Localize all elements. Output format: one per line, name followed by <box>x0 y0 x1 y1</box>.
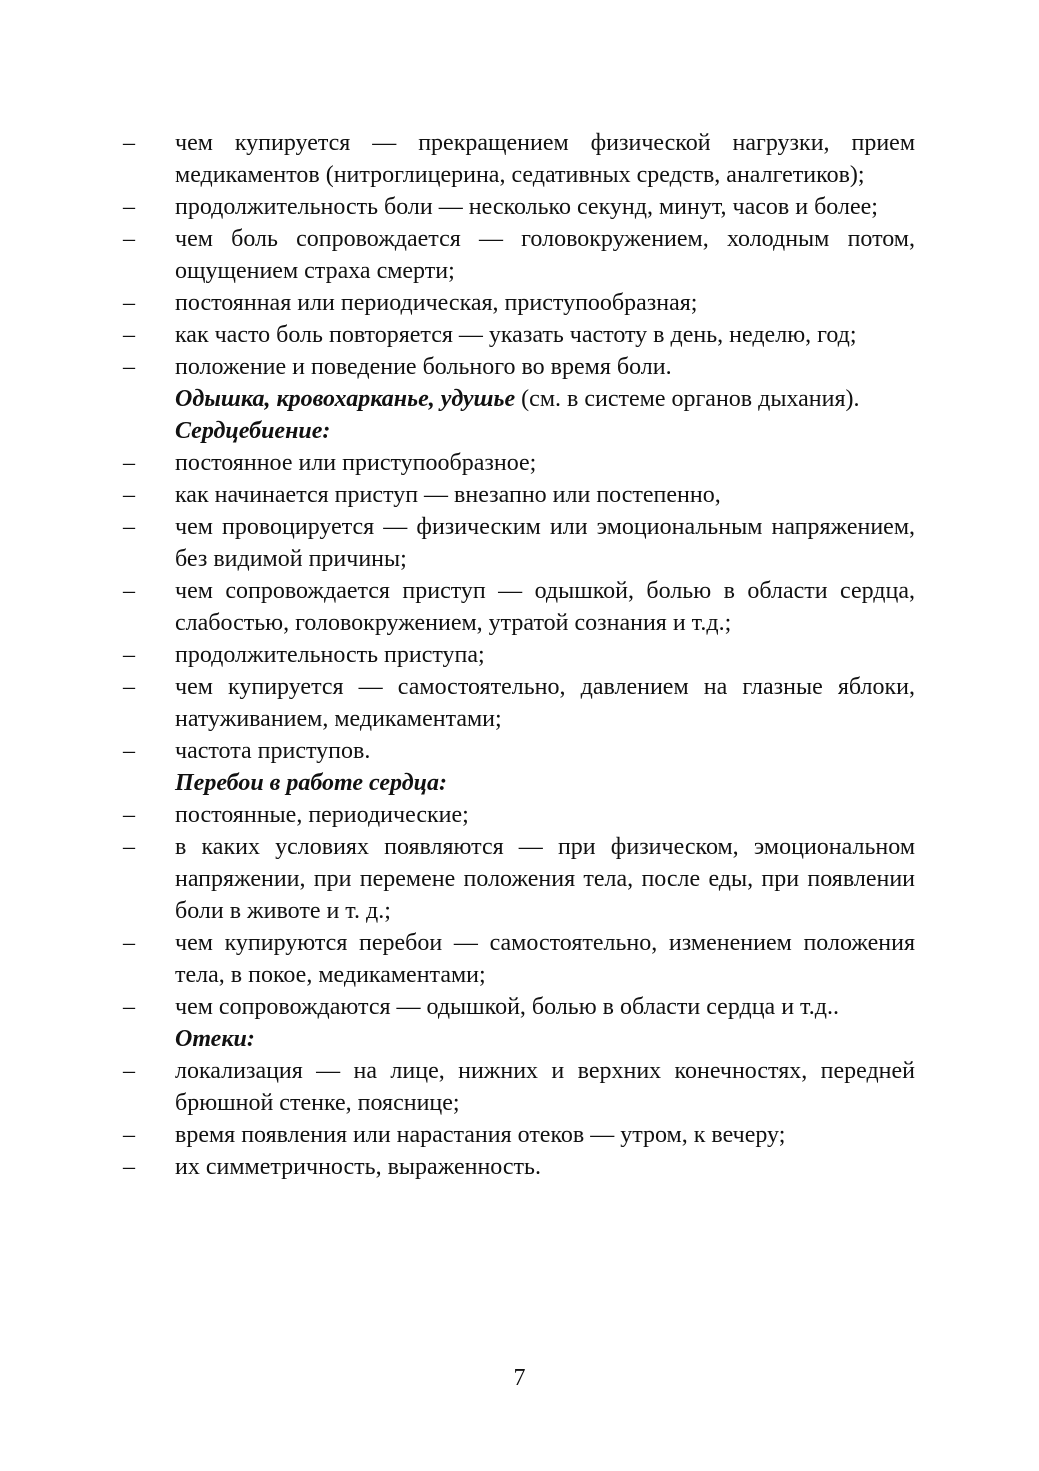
list-dash: – <box>123 994 135 1020</box>
list-dash: – <box>123 738 135 764</box>
list-item-text: чем купируются перебои — самостоятельно, изменением положения тела, в покое, медикаментами; <box>175 930 915 988</box>
list-item-text: постоянная или периодическая, приступообразная; <box>175 290 698 316</box>
list-item <box>123 927 915 991</box>
list-item-text: постоянное или приступообразное; <box>175 450 537 476</box>
list-item-text: положение и поведение больного во время боли. <box>175 354 672 380</box>
list-dash: – <box>123 354 135 380</box>
list-dash: – <box>123 290 135 316</box>
list-item <box>123 671 915 735</box>
list-item <box>123 799 915 831</box>
list-item <box>123 735 915 767</box>
list-dash: – <box>123 930 135 956</box>
section-heading-palpitations: Сердцебиение: <box>175 418 331 444</box>
list-item <box>123 1055 915 1119</box>
list-dash: – <box>123 642 135 668</box>
dyspnea-paragraph <box>123 383 915 415</box>
list-item <box>123 575 915 639</box>
section-heading-arrhythmia: Перебои в работе сердца: <box>175 770 447 796</box>
list-item-text: в каких условиях появляются — при физическом, эмоциональном напряжении, при перемене положения тела, после еды, при появлении боли в животе и т. д.; <box>175 834 915 924</box>
list-item-text: постоянные, периодические; <box>175 802 469 828</box>
list-dash: – <box>123 130 135 156</box>
list-item <box>123 479 915 511</box>
list-item <box>123 191 915 223</box>
list-item-text: чем сопровождается приступ — одышкой, болью в области сердца, слабостью, головокружением, утратой сознания и т.д.; <box>175 578 915 636</box>
list-item-text: продолжительность боли — несколько секунд, минут, часов и более; <box>175 194 878 220</box>
list-item-text: их симметричность, выраженность. <box>175 1154 541 1180</box>
list-item <box>123 511 915 575</box>
list-item <box>123 1151 915 1183</box>
list-item-text: частота приступов. <box>175 738 371 764</box>
list-item-text: чем боль сопровождается — головокружением, холодным потом, ощущением страха смерти; <box>175 226 915 284</box>
list-item <box>123 991 915 1023</box>
list-dash: – <box>123 802 135 828</box>
list-dash: – <box>123 514 135 540</box>
list-item <box>123 351 915 383</box>
list-dash: – <box>123 834 135 860</box>
list-dash: – <box>123 1122 135 1148</box>
list-item <box>123 223 915 287</box>
list-item-text: как часто боль повторяется — указать частоту в день, неделю, год; <box>175 322 857 348</box>
list-item <box>123 1119 915 1151</box>
list-item <box>123 639 915 671</box>
dyspnea-text: (см. в системе органов дыхания). <box>515 386 860 412</box>
list-item <box>123 319 915 351</box>
list-item <box>123 447 915 479</box>
list-item-text: локализация — на лице, нижних и верхних конечностях, передней брюшной стенке, пояснице; <box>175 1058 915 1116</box>
list-dash: – <box>123 226 135 252</box>
page-body <box>123 127 915 1183</box>
list-dash: – <box>123 674 135 700</box>
dyspnea-lead: Одышка, кровохарканье, удушье <box>175 386 516 412</box>
list-item-text: время появления или нарастания отеков — утром, к вечеру; <box>175 1122 786 1148</box>
list-item-text: как начинается приступ — внезапно или постепенно, <box>175 482 721 508</box>
list-item-text: чем купируется — самостоятельно, давлением на глазные яблоки, натуживанием, медикаментами; <box>175 674 915 732</box>
list-dash: – <box>123 194 135 220</box>
list-dash: – <box>123 482 135 508</box>
list-item-text: продолжительность приступа; <box>175 642 485 668</box>
list-item <box>123 127 915 191</box>
list-item-text: чем купируется — прекращением физической нагрузки, прием медикаментов (нитроглицерина, седативных средств, аналгетиков); <box>175 130 915 188</box>
page-number: 7 <box>513 1365 526 1391</box>
list-dash: – <box>123 578 135 604</box>
list-dash: – <box>123 450 135 476</box>
list-item <box>123 831 915 927</box>
list-dash: – <box>123 1154 135 1180</box>
list-item <box>123 287 915 319</box>
list-item-text: чем провоцируется — физическим или эмоциональным напряжением, без видимой причины; <box>175 514 915 572</box>
list-dash: – <box>123 1058 135 1084</box>
section-heading-edema: Отеки: <box>175 1026 255 1052</box>
list-dash: – <box>123 322 135 348</box>
list-item-text: чем сопровождаются — одышкой, болью в области сердца и т.д.. <box>175 994 839 1020</box>
